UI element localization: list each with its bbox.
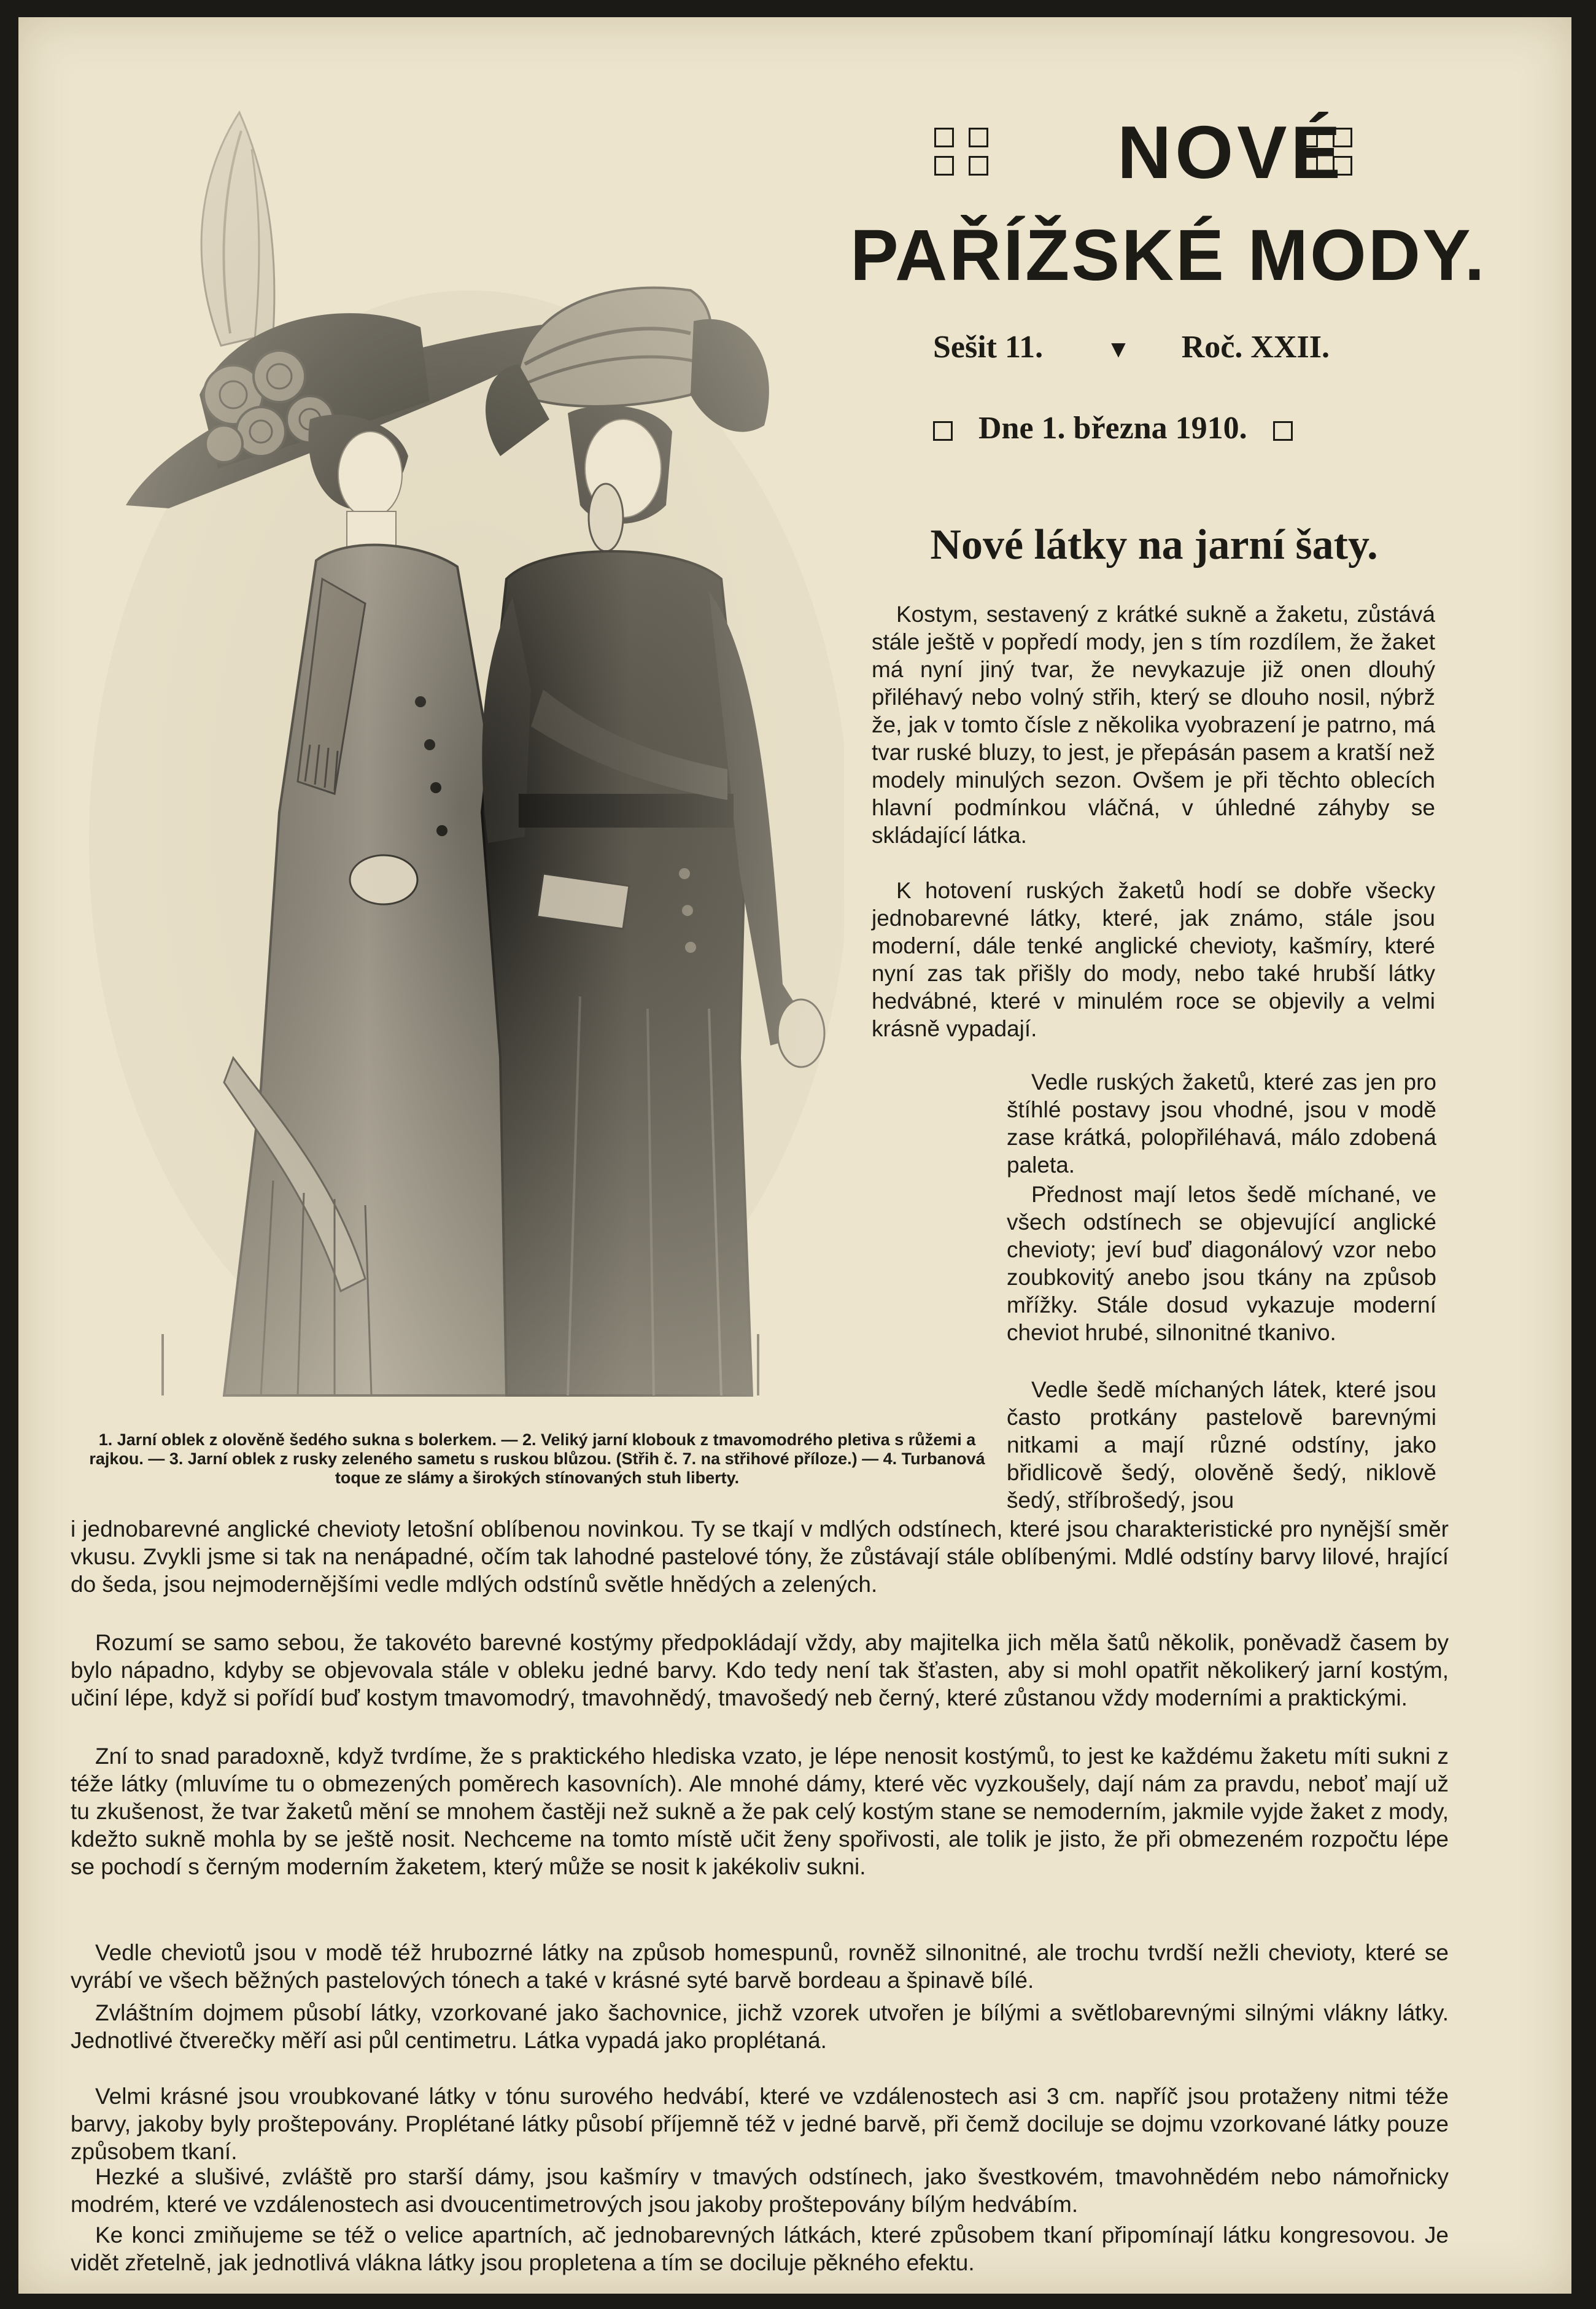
magazine-page [18,17,1571,2294]
column-paragraph-1: Kostym, sestavený z krátké sukně a žaketu, zůstává stále ještě v popředí mody, jen s tím rozdílem, že žaket má nyní jiný tvar, že nevykazuje již onen dlouhý přiléhavý nebo volný střih, který se dlouho nosil, nýbrž že, jak v tomto čísle z několika vyobrazení je patrno, má tvar ruské bluzy, to jest, je přepásán pasem a kratší než modely minulých sezon. Ovšem je při těchto oblecích hlavní podmínkou vláčná, v úhledné záhyby se skládající látka. [872,602,1435,848]
column-paragraph-3: Vedle ruských žaketů, které zas jen pro štíhlé postavy jsou vhodné, jsou v modě zase krátká, polopřiléhavá, málo zdobená paleta. [1007,1069,1436,1178]
magazine-title-line2: PAŘÍŽSKÉ MODY. [850,215,1487,296]
illustration-caption: 1. Jarní oblek z olověně šedého sukna s bolerkem. — 2. Veliký jarní klobouk z tmavomodrého pletiva s růžemi a rajkou. — 3. Jarní oblek z rusky zeleného sametu s ruskou blůzou. (Střih č. 7. na střihové příloze.) — 4. Turbanová toque ze slámy a širokých stínovaných stuh liberty. [89,1430,985,1487]
issue-line [933,329,1330,365]
body-paragraph-8: Ke konci zmiňujeme se též o velice apartních, ač jednobarevných látkách, které způsobem tkaní připomínají látku kongresovou. Je vidět zřetelně, jak jednotlivá vlákna látky jsou propletena a tím se dociluje pěkného efektu. [71,2222,1449,2275]
column-paragraph-4: Přednost mají letos šedě míchané, ve všech odstínech se objevující anglické chevioty; jeví buď diagonálový vzor nebo zoubkovitý anebo jsou tkány na způsob mřížky. Stále dosud vykazuje moderní cheviot hrubé, silnonitné tkanivo. [1007,1182,1436,1345]
body-paragraph-5: Zvláštním dojmem působí látky, vzorkované jako šachovnice, jichž vzorek utvořen je bílými a světlobarevnými silnými vlákny látky. Jednotlivé čtverečky měří asi půl centimetru. Látka vypadá jako proplétaná. [71,2000,1449,2053]
body-paragraph-3: Zní to snad paradoxně, když tvrdíme, že s praktického hlediska vzato, je lépe nenosit kostýmů, to jest ke každému žaketu míti sukni z téže látky (mluvíme tu o obmezených poměrech kasovních). Ale mnohé dámy, které věc vyzkoušely, dají nám za pravdu, neboť mají už tu zkušenost, že tvar žaketů mění se mnohem častěji než sukně a že pak celý kostým stane se nemoderním, jakmile vyjde žaket z mody, kdežto sukně mohla by se ještě nosit. Nechceme na tomto místě učit ženy spořivosti, ale tolik je jisto, že při obmezeném rozpočtu lépe se pochodí s černým moderním žaketem, který může se nosit k jakékoliv sukni. [71,1744,1449,1879]
article-heading: Nové látky na jarní šaty. [930,521,1378,569]
magazine-title-line1: NOVÉ [1117,111,1344,194]
column-paragraph-5: Vedle šedě míchaných látek, které jsou často protkány pastelově barevnými nitkami a mají různé odstíny, jako břidlicově šedý, olověně šedý, niklově šedý, stříbrošedý, jsou [1007,1377,1436,1513]
body-paragraph-2: Rozumí se samo sebou, že takovéto barevné kostýmy předpokládají vždy, aby majitelka jich měla šatů několik, poněvadž časem by bylo nápadno, kdyby se objevovala stále v obleku jedné barvy. Kdo tedy není tak šťasten, aby si mohl opatřit několikerý jarní kostým, učiní lépe, když si pořídí buď kostym tmavomodrý, tmavohnědý, tmavošedý neb černý, které zůstanou vždy moderními a praktickými. [71,1630,1449,1710]
ornament-boxes-left [934,128,990,176]
body-paragraph-6: Velmi krásné jsou vroubkované látky v tónu surového hedvábí, které ve vzdálenostech asi 3 cm. napříč jsou protaženy nitmi téže barvy, jakoby byly proštepovány. Proplétané látky působí příjemně též v jedné barvě, při čemž dociluje se dojmu vzorkované látky pouze způsobem tkaní. [71,2084,1449,2164]
body-paragraph-4: Vedle cheviotů jsou v modě též hrubozrné látky na způsob homespunů, rovněž silnonitné, ale trochu tvrdší nežli chevioty, které se vyrábí ve všech běžných pastelových tónech a také v krásné syté barvě bordeau a špinavě bílé. [71,1940,1449,1993]
square-ornament-icon [933,421,953,441]
body-paragraph-7: Hezké a slušivé, zvláště pro starší dámy, jsou kašmíry v tmavých odstínech, jako švestkovém, tmavohnědém nebo námořnicky modrém, které ve vzdálenostech asi dvoucentimetrových jsou jakoby proštepovány bílým hedvábím. [71,2164,1449,2217]
triangle-down-icon: ▼ [1106,335,1131,363]
issue-date: Dne 1. března 1910. [978,411,1247,446]
square-ornament-icon [1273,421,1293,441]
fashion-illustration [77,76,844,1408]
date-line [933,410,1293,446]
column-paragraph-2: K hotovení ruských žaketů hodí se dobře všecky jednobarevné látky, které, jak známo, stále jsou moderní, dále tenké anglické chevioty, kašmíry, které nyní zas tak přišly do mody, nebo také hrubší látky hedvábné, které v minulém roce se objevily a velmi krásně vypadají. [872,878,1435,1041]
volume-number: Roč. XXII. [1181,330,1330,365]
issue-number: Sešit 11. [933,330,1044,365]
body-paragraph-1: i jednobarevné anglické chevioty letošní oblíbenou novinkou. Ty se tkají v mdlých odstínech, které jsou charakteristické pro nynější směr vkusu. Zvykli jsme si tak na nenápadné, očím tak lahodné pastelové tóny, že zůstávají stále oblíbenými. Mdlé odstíny barvy lilové, hrající do šeda, jsou nejmodernějšími vedle mdlých odstínů světle hnědých a zelených. [71,1516,1449,1597]
